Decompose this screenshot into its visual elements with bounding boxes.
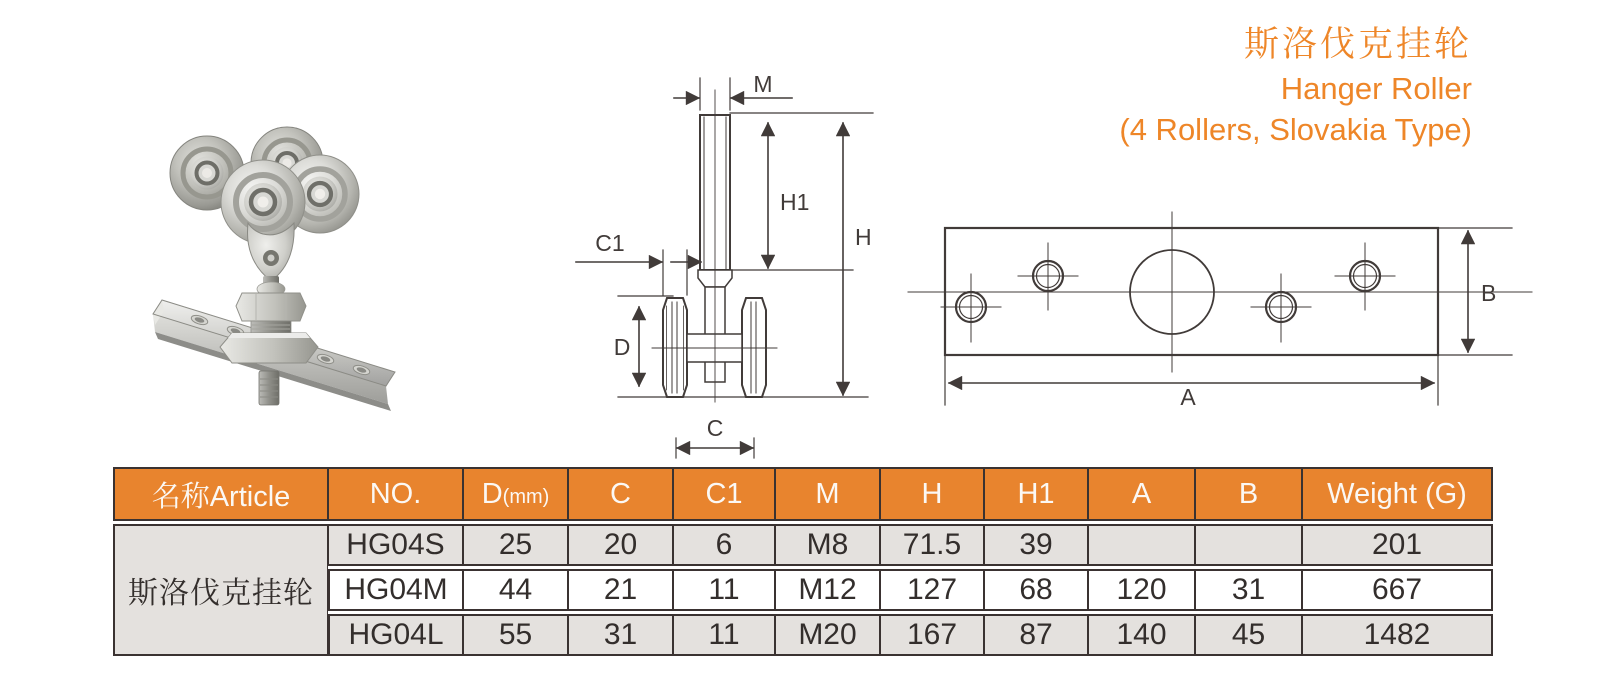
table-cell xyxy=(1195,524,1302,566)
table-cell: 127 xyxy=(880,569,984,611)
table-cell: M20 xyxy=(775,614,880,656)
table-cell: 25 xyxy=(463,524,568,566)
dim-label-c: C xyxy=(706,415,724,441)
table-header-row xyxy=(113,467,1493,521)
article-cell: 斯洛伐克挂轮 xyxy=(113,524,328,656)
table-cell: 667 xyxy=(1302,569,1493,611)
column-header: 名称Article xyxy=(113,467,328,521)
table-cell: M12 xyxy=(775,569,880,611)
column-header: H1 xyxy=(984,467,1088,521)
dim-label-a: A xyxy=(1180,384,1196,410)
dim-label-m: M xyxy=(753,71,773,97)
product-title-en: Hanger Roller xyxy=(1280,71,1472,106)
column-header: Weight (G) xyxy=(1302,467,1493,521)
table-cell: M8 xyxy=(775,524,880,566)
table-cell: 140 xyxy=(1088,614,1195,656)
table-cell xyxy=(1088,524,1195,566)
table-cell: 1482 xyxy=(1302,614,1493,656)
table-cell: 20 xyxy=(568,524,673,566)
table-cell: 68 xyxy=(984,569,1088,611)
table-cell: HG04L xyxy=(328,614,463,656)
bottom-stud xyxy=(259,371,279,405)
table-cell: 44 xyxy=(463,569,568,611)
table-row xyxy=(113,524,1493,566)
table-cell: 11 xyxy=(673,614,775,656)
table-cell: 71.5 xyxy=(880,524,984,566)
dim-label-d: D xyxy=(613,334,631,360)
table-cell: 167 xyxy=(880,614,984,656)
column-header: A xyxy=(1088,467,1195,521)
column-header: B xyxy=(1195,467,1302,521)
product-title-block xyxy=(1119,22,1472,150)
column-header: H xyxy=(880,467,984,521)
table-cell: HG04M xyxy=(328,569,463,611)
table-cell: 11 xyxy=(673,569,775,611)
bolt-and-roller-outline xyxy=(663,115,766,397)
product-title-zh: 斯洛伐克挂轮 xyxy=(1243,25,1472,64)
table-cell: HG04S xyxy=(328,524,463,566)
table-body xyxy=(113,524,1493,656)
column-header: M xyxy=(775,467,880,521)
plate-view-diagram xyxy=(890,190,1550,420)
table-cell: 21 xyxy=(568,569,673,611)
side-view-diagram xyxy=(570,50,910,465)
table-cell: 87 xyxy=(984,614,1088,656)
table-cell: 55 xyxy=(463,614,568,656)
table-cell: 6 xyxy=(673,524,775,566)
product-photo xyxy=(120,75,460,435)
table-cell: 120 xyxy=(1088,569,1195,611)
dim-label-h: H xyxy=(855,224,872,250)
column-header: C1 xyxy=(673,467,775,521)
table-cell: 201 xyxy=(1302,524,1493,566)
product-title-type: (4 Rollers, Slovakia Type) xyxy=(1119,112,1472,147)
dim-label-h1: H1 xyxy=(780,189,810,215)
column-header: C xyxy=(568,467,673,521)
column-header: NO. xyxy=(328,467,463,521)
column-header: D(mm) xyxy=(463,467,568,521)
dim-label-c1: C1 xyxy=(595,230,625,256)
table-cell: 39 xyxy=(984,524,1088,566)
spec-table xyxy=(113,464,1493,659)
table-cell: 45 xyxy=(1195,614,1302,656)
hex-washer xyxy=(220,333,318,363)
dim-label-b: B xyxy=(1481,280,1497,306)
table-cell: 31 xyxy=(568,614,673,656)
table-cell: 31 xyxy=(1195,569,1302,611)
